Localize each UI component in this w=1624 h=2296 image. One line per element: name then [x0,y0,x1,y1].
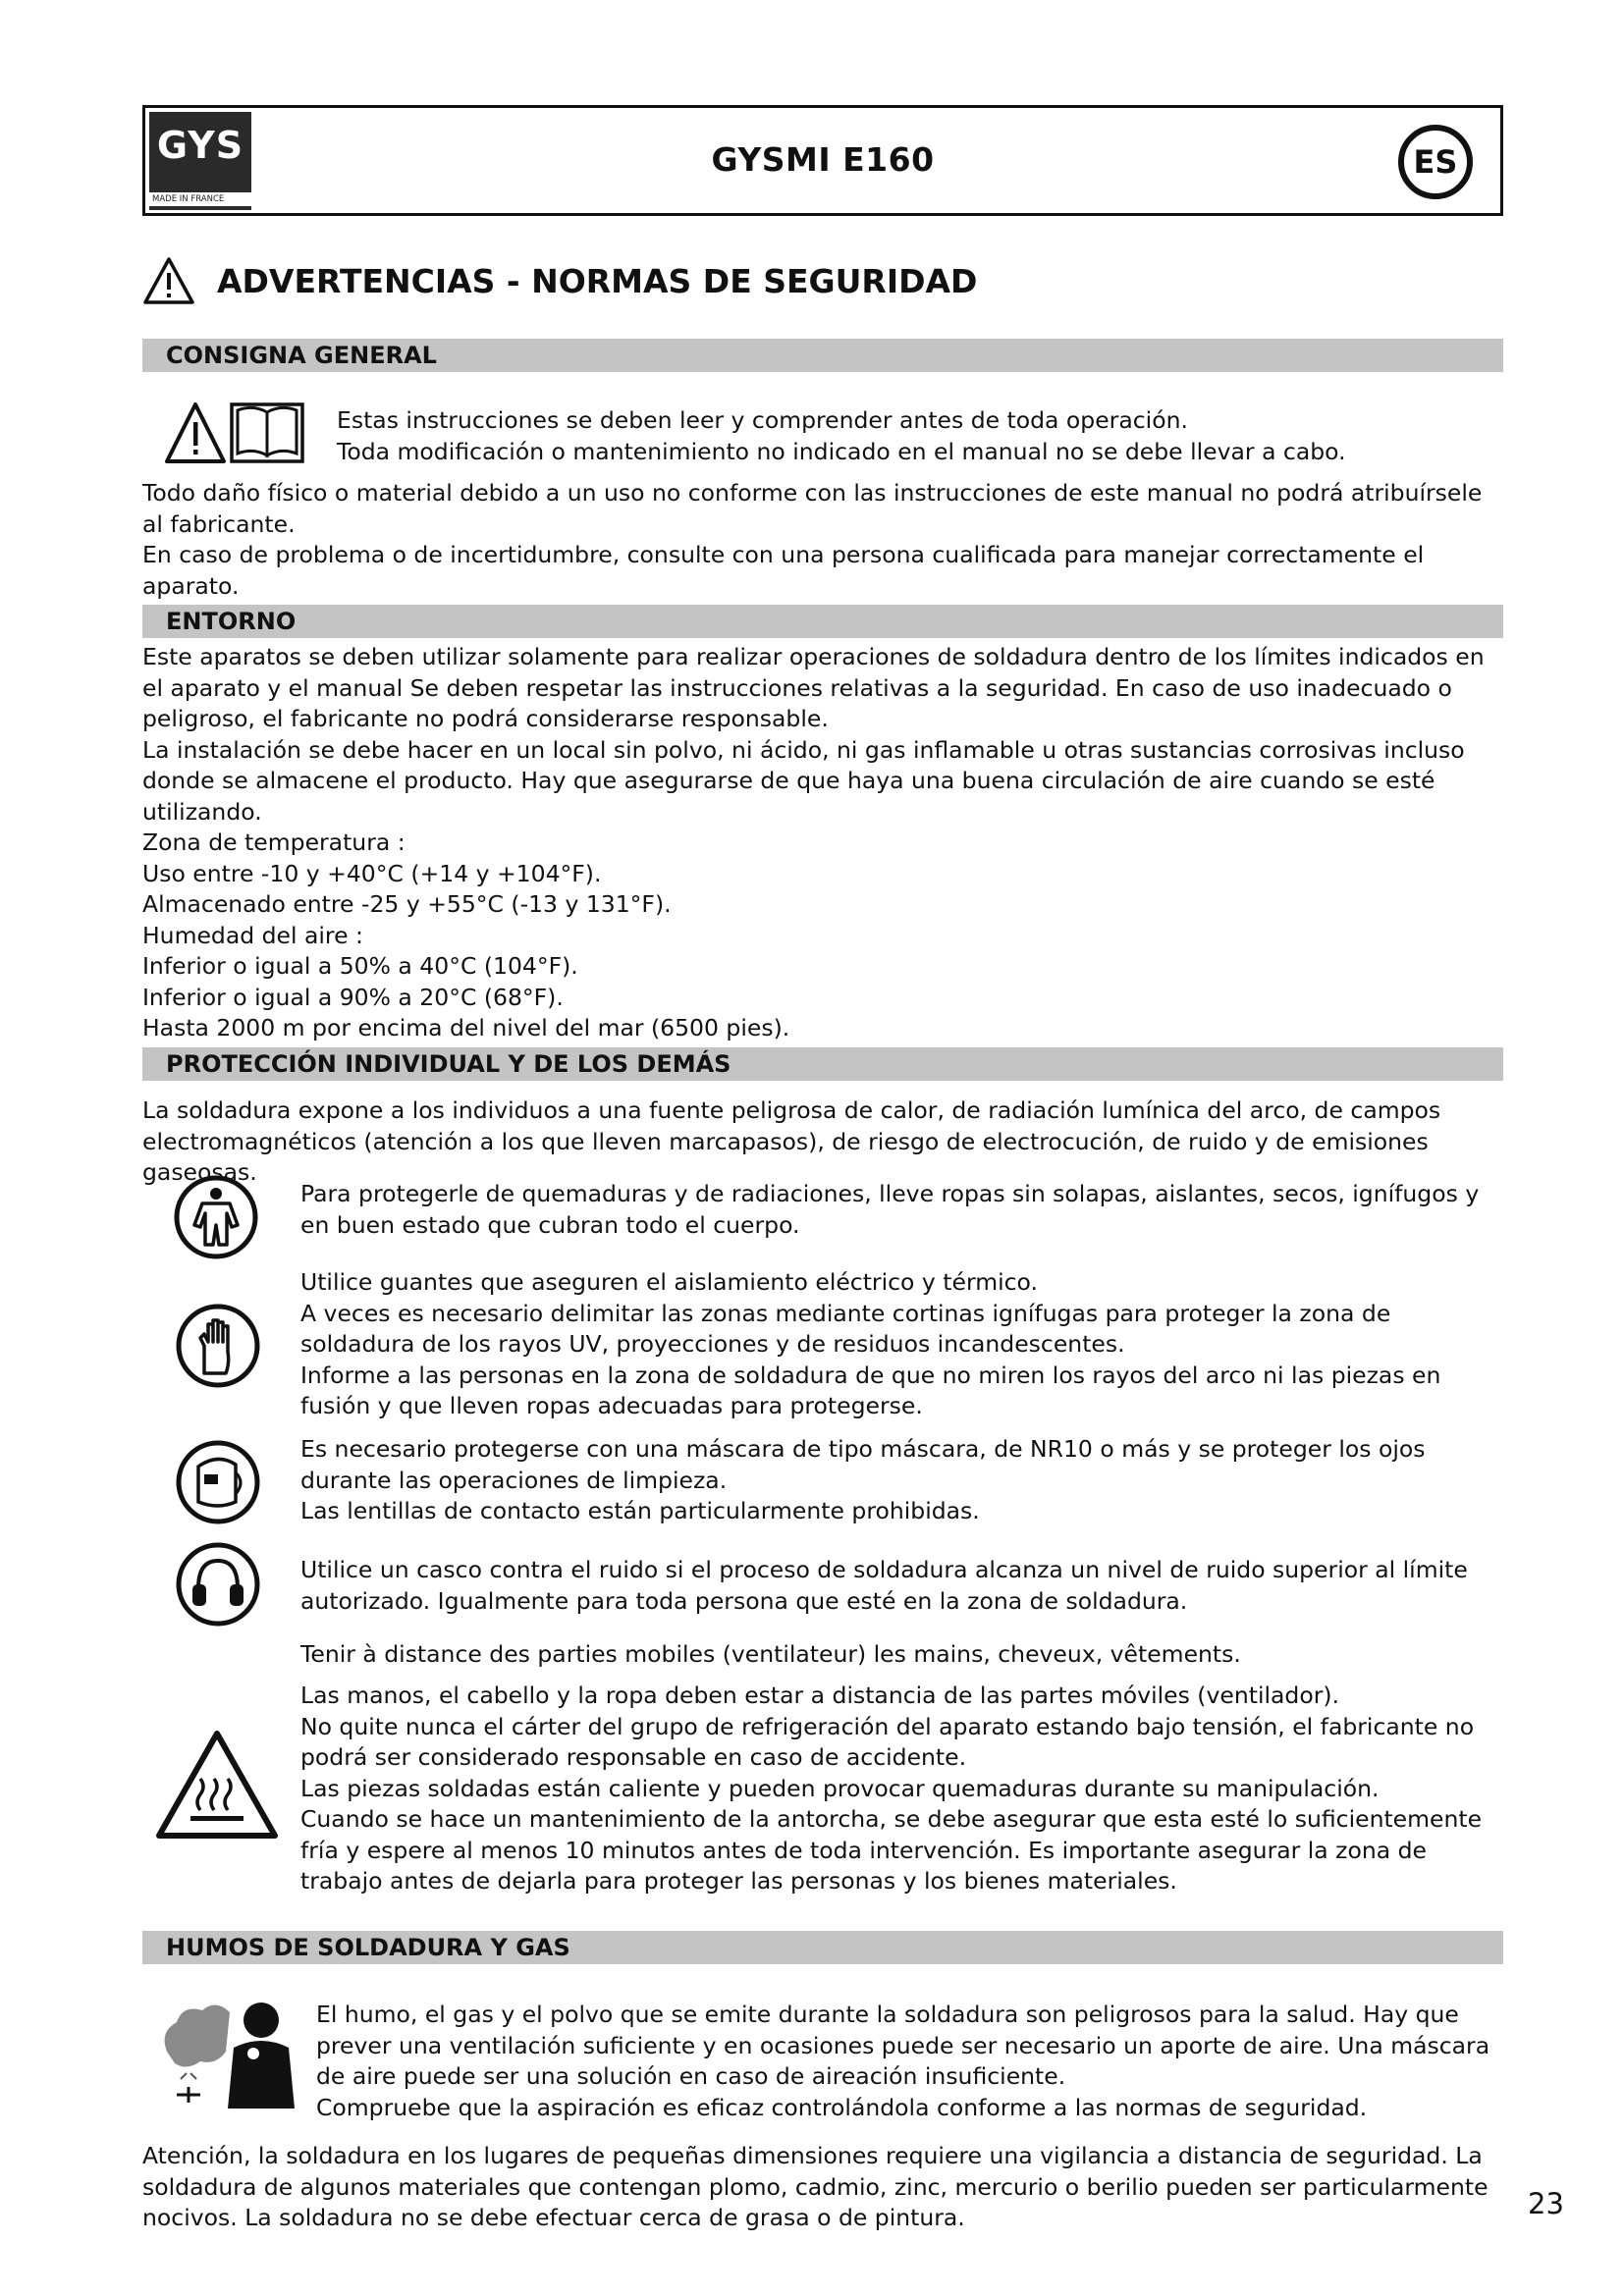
french-note: Tenir à distance des parties mobiles (ventilateur) les mains, cheveux, vêtements. [300,1640,1241,1668]
gloves-line: Informe a las personas en la zona de soldadura de que no miren los rayos del arco ni las piezas en fusión y que lleven ropas adecuadas para protegerse. [300,1361,1441,1419]
mask-line: Es necesario protegerse con una máscara de tipo máscara, de NR10 o más y se proteger los ojos durante las operaciones de limpieza. [300,1435,1426,1494]
clothing-text: Para protegerle de quemaduras y de radiaciones, lleve ropas sin solapas, aislantes, secos, ignífugos y en buen estado que cubran todo el cuerpo. [300,1180,1480,1239]
environment-line: Humedad del aire : [142,921,363,949]
protection-intro: La soldadura expone a los individuos a una fuente peligrosa de calor, de radiación lumínica del arco, de campos electromagnéticos (atención a los que lleven marcapasos), de riesgo de electrocución, de ruido y de emisiones gaseosas. [142,1096,1441,1186]
section-heading-protection: PROTECCIÓN INDIVIDUAL Y DE LOS DEMÁS [142,1047,1503,1081]
hot-line: Las manos, el cabello y la ropa deben estar a distancia de las partes móviles (ventilador). [300,1682,1340,1709]
general-icon-line: Estas instrucciones se deben leer y comprender antes de toda operación. [337,406,1188,434]
fumes-body: Atención, la soldadura en los lugares de pequeñas dimensiones requiere una vigilancia a distancia de seguridad. La soldadura de algunos materiales que contengan plomo, cadmio, zinc, mercurio o berilio pueden ser particularmente nocivos. La soldadura no se debe efectuar cerca de grasa o de pintura. [142,2142,1489,2231]
logo-subtitle: MADE IN FRANCE [149,192,251,206]
section-heading-environment: ENTORNO [142,605,1503,638]
environment-line: Uso entre -10 y +40°C (+14 y +104°F). [142,859,602,887]
environment-paragraph: Este aparatos se deben utilizar solamente para realizar operaciones de soldadura dentro de los límites indicados en el aparato y el manual Se deben respetar las instrucciones relativas a la seguridad. En caso de uso inadecuado o peligroso, el fabricante no podrá considerarse responsable. [142,643,1485,732]
environment-line: Inferior o igual a 90% a 20°C (68°F). [142,983,564,1011]
hot-line: Cuando se hace un mantenimiento de la antorcha, se debe asegurar que esta esté lo suficientemente fría y espere al menos 10 minutos antes de toda intervención. Es importante asegurar la zona de trabajo antes de dejarla para proteger las personas y los bienes materiales. [300,1805,1483,1895]
environment-paragraph: La instalación se debe hacer en un local sin polvo, ni ácido, ni gas inflamable u otras sustancias corrosivas incluso donde se almacene el producto. Hay que asegurarse de que haya una buena circulación de aire cuando se esté utilizando. [142,735,1465,826]
fumes-line: El humo, el gas y el polvo que se emite durante la soldadura son peligrosos para la salud. Hay que prever una ventilación suficiente y en ocasiones puede ser necesario un aporte de aire. Una máscara de aire puede ser una solución en caso de aireación insuficiente. [316,2001,1490,2090]
fumes-hazard-icon [157,1993,304,2120]
warning-triangle-icon [142,256,195,305]
environment-body [142,642,1507,1044]
general-body [142,478,1507,602]
main-title-text: ADVERTENCIAS - NORMAS DE SEGURIDAD [217,261,978,300]
environment-line: Zona de temperatura : [142,828,406,856]
section-heading-general: CONSIGNA GENERAL [142,339,1503,372]
mask-line: Las lentillas de contacto están particularmente prohibidas. [300,1497,980,1524]
protective-clothing-icon [173,1174,259,1264]
gloves-line: A veces es necesario delimitar las zonas mediante cortinas ignífugas para proteger la zona de soldadura de los rayos UV, proyecciones y de residuos incandescentes. [300,1299,1391,1358]
general-paragraph: En caso de problema o de incertidumbre, consulte con una persona cualificada para manejar correctamente el aparato. [142,541,1425,600]
mask-text [300,1434,1508,1527]
main-title [142,253,977,308]
hot-surface-text [300,1681,1503,1897]
fumes-icon-text [316,2000,1508,2123]
general-paragraph: Todo daño físico o material debido a un uso no conforme con las instrucciones de este manual no podrá atribuírsele al fabricante. [142,479,1483,538]
language-badge: ES [1398,125,1473,199]
environment-line: Almacenado entre -25 y +55°C (-13 y 131°F). [142,890,672,918]
document-title: GYSMI E160 [711,140,935,179]
general-icon-text [337,405,1495,467]
hot-line: Las piezas soldadas están caliente y pueden provocar quemaduras durante su manipulación. [300,1774,1380,1802]
welding-mask-icon [175,1439,261,1529]
environment-line: Hasta 2000 m por encima del nivel del mar (6500 pies). [142,1014,790,1041]
section-heading-fumes: HUMOS DE SOLDADURA Y GAS [142,1931,1503,1964]
environment-line: Inferior o igual a 50% a 40°C (104°F). [142,952,578,980]
document-header [142,105,1503,216]
hot-surface-icon [155,1730,279,1843]
hot-line: No quite nunca el cárter del grupo de refrigeración del aparato estando bajo tensión, el fabricante no podrá ser considerado responsable en caso de accidente. [300,1712,1475,1771]
logo-text: GYS [156,124,244,167]
warning-manual-icon [163,400,306,469]
page-number: 23 [1528,2187,1564,2220]
gloves-line: Utilice guantes que aseguren el aislamiento eléctrico y térmico. [300,1268,1038,1296]
general-icon-line: Toda modificación o mantenimiento no indicado en el manual no se debe llevar a cabo. [337,437,1346,465]
ear-protection-icon [175,1541,261,1631]
gloves-text [300,1267,1508,1422]
ear-text: Utilice un casco contra el ruido si el proceso de soldadura alcanza un nivel de ruido superior al límite autorizado. Igualmente para toda persona que esté en la zona de soldadura. [300,1556,1468,1615]
gloves-icon [175,1303,261,1393]
fumes-line: Compruebe que la aspiración es eficaz controlándola conforme a las normas de seguridad. [316,2093,1368,2121]
